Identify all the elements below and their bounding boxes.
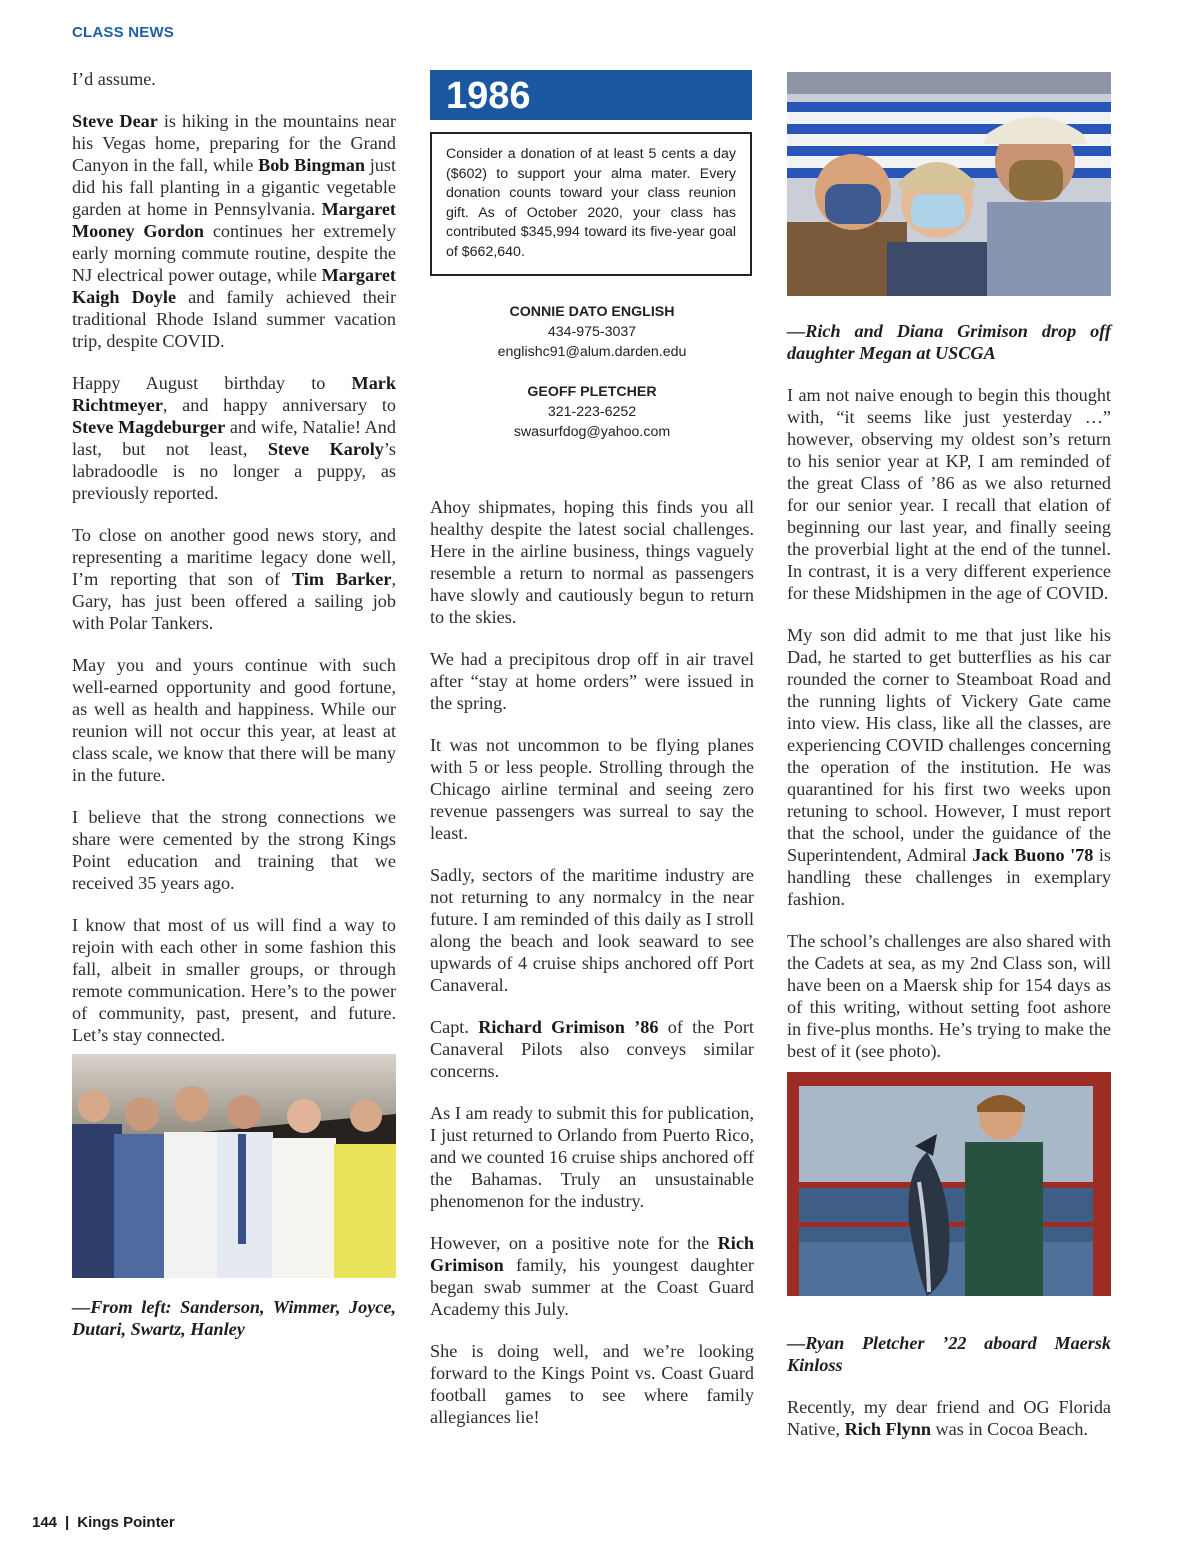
name-highlight: Steve Dear bbox=[72, 111, 158, 131]
paragraph: Ahoy shipmates, hoping this finds you all healthy despite the latest social challenges. Here in the airline business, things vaguely resemble a return to normal as passengers have slowly and cautiously begun to return to the skies. bbox=[430, 496, 754, 627]
name-highlight: Jack Buono '78 bbox=[972, 845, 1094, 865]
ship-photo-image bbox=[787, 1072, 1111, 1296]
maersk-ship-photo bbox=[787, 1072, 1111, 1296]
donation-box: Consider a donation of at least 5 cents a day ($602) to support your alma mater. Every donation counts toward your class reunion gift. As of October 2020, your class has contributed $345,994 toward its five-year goal of $662,640. bbox=[430, 132, 752, 276]
paragraph: I’d assume. bbox=[72, 69, 156, 89]
name-highlight: Steve Magdeburger bbox=[72, 417, 226, 437]
paragraph: It was not uncommon to be flying planes with 5 or less people. Strolling through the Chicago airline terminal and seeing zero revenue passengers was surreal to say the least. bbox=[430, 734, 754, 843]
paragraph: As I am ready to submit this for publication, I just returned to Orlando from Puerto Rico, and we counted 16 cruise ships anchored off the Bahamas. Truly an unsustainable phenomenon for the industry. bbox=[430, 1102, 754, 1211]
paragraph: Steve Dear is hiking in the mountains near his Vegas home, preparing for the Grand Canyon in the fall, while Bob Bingman just did his fall planting in a gigantic vegetable garden at home in Pennsylvania. Margaret Mooney Gordon continues her extremely early morning commute routine, despite the NJ electrical power outage, while Margaret Kaigh Doyle and family achieved their traditional Rhode Island summer vacation trip, despite COVID. bbox=[72, 111, 397, 351]
photo-caption: —From left: Sanderson, Wimmer, Joyce, Dutari, Swartz, Hanley bbox=[72, 1297, 396, 1339]
paragraph: Recently, my dear friend and OG Florida Native, Rich Flynn was in Cocoa Beach. bbox=[787, 1397, 1111, 1439]
paragraph: The school’s challenges are also shared with the Cadets at sea, as my 2nd Class son, will have been on a Maersk ship for 154 days as of this writing, without setting foot ashore in five-plus months. He’s trying to make the best of it (see photo). bbox=[787, 931, 1111, 1061]
paragraph: My son did admit to me that just like his Dad, he started to get butterflies as his car rounded the corner to Steamboat Road and the running lights of Vickery Gate came into view. His class, like all the classes, are experiencing COVID challenges concerning the operation of the institution. He was quarantined for his first two weeks upon retuning to school. However, I must report that the school, under the guidance of the Superintendent, Admiral Jack Buono '78 is handling these challenges in exemplary fashion. bbox=[787, 625, 1111, 909]
column-2 bbox=[430, 70, 754, 1448]
contact-phone: 434-975-3037 bbox=[547, 323, 637, 340]
name-highlight: Margaret Mooney Gordon bbox=[72, 199, 396, 241]
family-photo-image bbox=[787, 72, 1111, 296]
contact-phone: 321-223-6252 bbox=[547, 403, 637, 420]
photo-caption: —Rich and Diana Grimison drop off daughter Megan at USCGA bbox=[787, 321, 1111, 363]
name-highlight: Bob Bingman bbox=[258, 155, 365, 175]
photo-caption: —Ryan Pletcher ’22 aboard Maersk Kinloss bbox=[787, 1333, 1111, 1375]
contact-name: GEOFF PLETCHER bbox=[527, 383, 657, 400]
publication-name: Kings Pointer bbox=[77, 1514, 175, 1531]
column-1 bbox=[72, 68, 396, 1340]
paragraph: May you and yours continue with such well-earned opportunity and good fortune, as well as health and happiness. While our reunion will not occur this year, at least at class scale, we know that there will be many in the future. bbox=[72, 655, 396, 785]
page-number: 144 bbox=[32, 1514, 58, 1531]
paragraph: I know that most of us will find a way to rejoin with each other in some fashion this fall, albeit in smaller groups, or through remote communication. Here’s to the power of community, past, present, and future. Let’s stay connected. bbox=[72, 915, 396, 1045]
contact-email[interactable]: swasurfdog@yahoo.com bbox=[513, 423, 671, 440]
uscga-family-photo bbox=[787, 72, 1111, 296]
name-highlight: Steve Karoly bbox=[267, 439, 384, 459]
page-footer bbox=[32, 1514, 175, 1531]
paragraph: Capt. Richard Grimison ’86 of the Port Canaveral Pilots also conveys similar concerns. bbox=[430, 1016, 754, 1081]
name-highlight: Richard Grimison ’86 bbox=[478, 1016, 659, 1037]
section-label: CLASS NEWS bbox=[72, 24, 175, 41]
name-highlight: Mark Richtmeyer bbox=[72, 373, 396, 415]
paragraph: However, on a positive note for the Rich Grimison family, his youngest daughter began swab summer at the Coast Guard Academy this July. bbox=[430, 1232, 754, 1319]
paragraph: I am not naive enough to begin this thought with, “it seems like just yesterday …” however, observing my oldest son’s return to his senior year at KP, I am reminded of the great Class of ’86 as we also returned for our senior year. I recall that elation of beginning our last year, and finally seeing the proverbial light at the end of the tunnel. In contrast, it is a very different experience for these Midshipmen in the age of COVID. bbox=[787, 385, 1111, 603]
name-highlight: Tim Barker bbox=[292, 569, 392, 589]
reunion-group-photo bbox=[72, 1054, 396, 1278]
contact-name: CONNIE DATO ENGLISH bbox=[509, 303, 675, 320]
class-contact bbox=[430, 302, 754, 362]
paragraph: Happy August birthday to Mark Richtmeyer, and happy anniversary to Steve Magdeburger and wife, Natalie! And last, but not least, Steve Karoly’s labradoodle is no longer a puppy, as previously reported. bbox=[72, 373, 396, 503]
contact-email[interactable]: englishc91@alum.darden.edu bbox=[497, 343, 687, 360]
paragraph: She is doing well, and we’re looking forward to the Kings Point vs. Coast Guard football games to see where family allegiances lie! bbox=[430, 1340, 754, 1427]
name-highlight: Rich Grimison bbox=[430, 1232, 754, 1275]
paragraph: I believe that the strong connections we share were cemented by the strong Kings Point education and training that we received 35 years ago. bbox=[72, 807, 396, 893]
class-contact bbox=[430, 382, 754, 442]
column-3 bbox=[787, 72, 1111, 1460]
footer-separator: | bbox=[65, 1514, 70, 1531]
name-highlight: Rich Flynn bbox=[844, 1419, 931, 1439]
paragraph: Sadly, sectors of the maritime industry are not returning to any normalcy in the near future. I am reminded of this daily as I stroll along the beach and look seaward to see upwards of 4 cruise ships anchored off Port Canaveral. bbox=[430, 864, 754, 995]
paragraph: To close on another good news story, and representing a maritime legacy done well, I’m reporting that son of Tim Barker, Gary, has just been offered a sailing job with Polar Tankers. bbox=[72, 525, 396, 633]
group-photo-image bbox=[72, 1054, 396, 1278]
name-highlight: Margaret Kaigh Doyle bbox=[72, 265, 396, 307]
paragraph: We had a precipitous drop off in air travel after “stay at home orders” were issued in the spring. bbox=[430, 648, 754, 713]
class-year-banner: 1986 bbox=[430, 70, 752, 120]
